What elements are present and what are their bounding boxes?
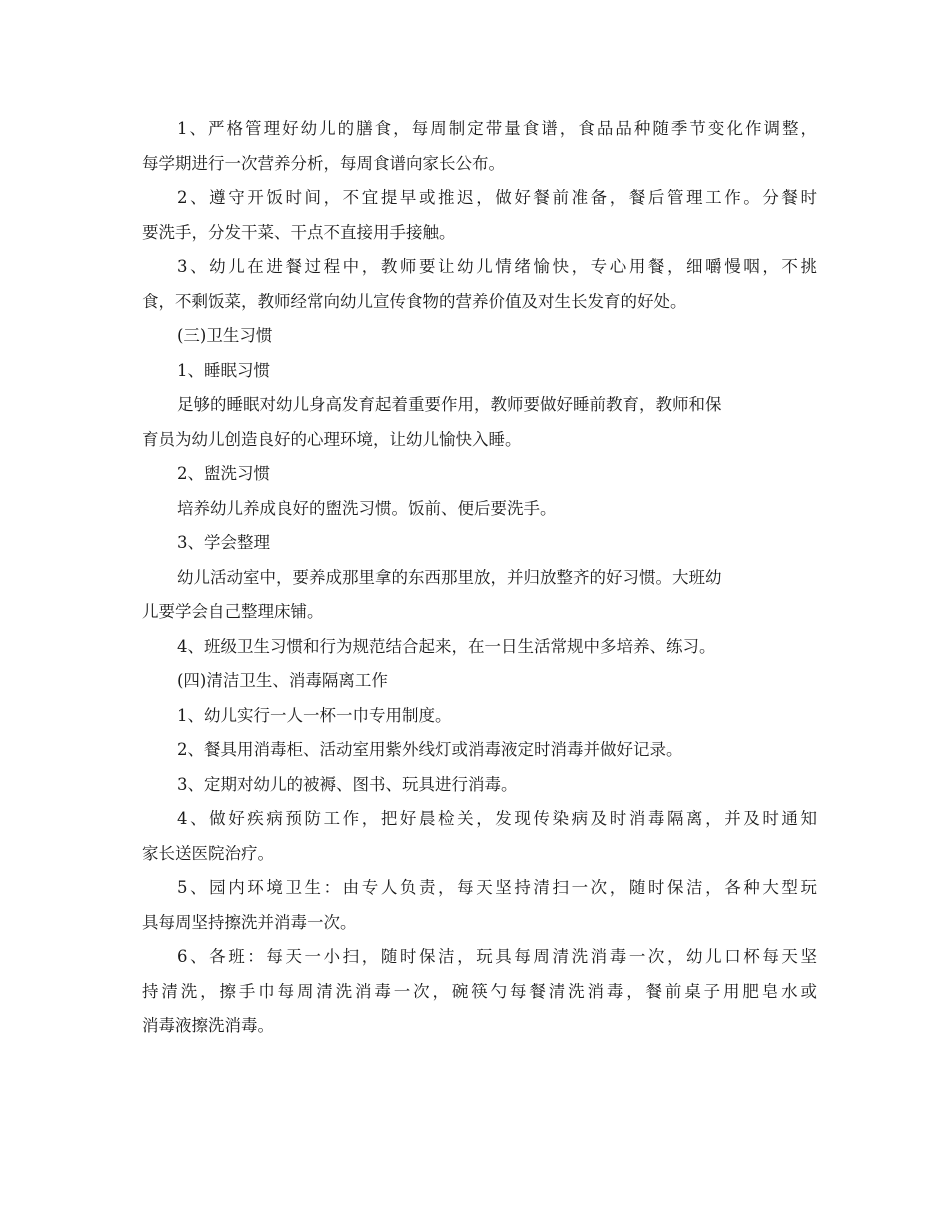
text-line: 3、学会整理 [177, 533, 270, 552]
text-line: 育员为幼儿创造良好的心理环境，让幼儿愉快入睡。 [142, 429, 522, 449]
text-line: 4、班级卫生习惯和行为规范结合起来，在一日生活常规中多培养、练习。 [177, 636, 716, 656]
text-line: 要洗手，分发干菜、干点不直接用手接触。 [142, 222, 456, 242]
text-line: 消毒液擦洗消毒。 [142, 1016, 274, 1035]
text-line: 1、严格管理好幼儿的膳食，每周制定带量食谱，食品品种随季节变化作调整， [177, 119, 817, 138]
text-line: 1、幼儿实行一人一杯一巾专用制度。 [177, 705, 452, 725]
document-body [142, 112, 817, 1044]
text-line: 2、遵守开饭时间，不宜提早或推迟，做好餐前准备，餐后管理工作。分餐时 [177, 188, 817, 207]
text-line: 具每周坚持擦洗并消毒一次。 [142, 912, 357, 932]
text-line: 儿要学会自己整理床铺。 [142, 602, 324, 621]
text-line: 3、定期对幼儿的被褥、图书、玩具进行消毒。 [177, 774, 518, 794]
text-line: 家长送医院治疗。 [142, 843, 274, 863]
text-line: 持清洗，擦手巾每周清洗消毒一次，碗筷勺每餐清洗消毒，餐前桌子用肥皂水或 [142, 981, 817, 1001]
text-line: 幼儿活动室中，要养成那里拿的东西那里放，并归放整齐的好习惯。大班幼 [177, 567, 722, 587]
text-line: 3、幼儿在进餐过程中，教师要让幼儿情绪愉快，专心用餐，细嚼慢咽，不挑 [177, 257, 817, 276]
text-line: 2、餐具用消毒柜、活动室用紫外线灯或消毒液定时消毒并做好记录。 [177, 740, 683, 759]
text-line: 4、做好疾病预防工作，把好晨检关，发现传染病及时消毒隔离，并及时通知 [177, 809, 817, 828]
text-line: (四)清洁卫生、消毒隔离工作 [177, 671, 388, 690]
text-line: 2、盥洗习惯 [177, 464, 270, 483]
text-line: 6、各班：每天一小扫，随时保洁，玩具每周清洗消毒一次，幼儿口杯每天坚 [177, 947, 817, 966]
text-line: 1、睡眠习惯 [177, 360, 270, 380]
text-line: 5、园内环境卫生：由专人负责，每天坚持清扫一次，随时保洁，各种大型玩 [177, 878, 817, 897]
text-line: 食，不剩饭菜，教师经常向幼儿宣传食物的营养价值及对生长发育的好处。 [142, 291, 687, 311]
text-line: 足够的睡眠对幼儿身高发育起着重要作用，教师要做好睡前教育，教师和保 [177, 395, 722, 414]
text-line: (三)卫生习惯 [177, 326, 273, 345]
text-line: 培养幼儿养成良好的盥洗习惯。饭前、便后要洗手。 [177, 498, 557, 518]
text-line: 每学期进行一次营养分析，每周食谱向家长公布。 [142, 153, 505, 173]
